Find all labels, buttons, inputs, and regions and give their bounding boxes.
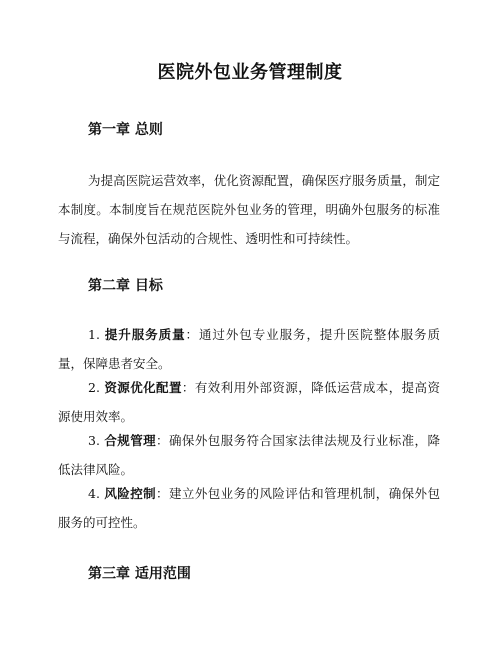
- goal-item-2-number: 2.: [88, 380, 100, 395]
- chapter-1-paragraph: 为提高医院运营效率，优化资源配置，确保医疗服务质量，制定本制度。本制度旨在规范医院外包业务的管理，明确外包服务的标准与流程，确保外包活动的合规性、透明性和可持续性。: [58, 173, 440, 246]
- goal-item-3-number: 3.: [88, 433, 100, 448]
- chapter-3-heading: 第三章 适用范围: [88, 566, 191, 582]
- goal-item-1-number: 1.: [88, 327, 100, 342]
- chapter-2-heading: 第二章 目标: [88, 278, 163, 294]
- goal-item-4: [58, 479, 440, 537]
- goal-item-1: [58, 320, 440, 378]
- goal-item-1-text: ：通过外包专业服务，提升医院整体服务质量，保障患者安全。: [58, 327, 440, 371]
- goal-item-4-text: ：建立外包业务的风险评估和管理机制，确保外包服务的可控性。: [58, 486, 440, 530]
- goal-item-3-text: ：确保外包服务符合国家法律法规及行业标准，降低法律风险。: [58, 433, 440, 477]
- document-title: 医院外包业务管理制度: [157, 62, 343, 83]
- chapter-1-heading: 第一章 总则: [88, 122, 163, 138]
- goal-item-4-number: 4.: [88, 486, 100, 501]
- goal-item-2-text: ：有效利用外部资源，降低运营成本，提高资源使用效率。: [58, 380, 440, 424]
- goal-item-3: [58, 426, 440, 484]
- goal-item-3-label: 合规管理: [104, 433, 157, 448]
- goal-item-1-label: 提升服务质量: [104, 327, 186, 342]
- goal-item-2-label: 资源优化配置: [104, 380, 182, 395]
- goal-item-4-label: 风险控制: [104, 486, 157, 501]
- goal-item-2: [58, 373, 440, 431]
